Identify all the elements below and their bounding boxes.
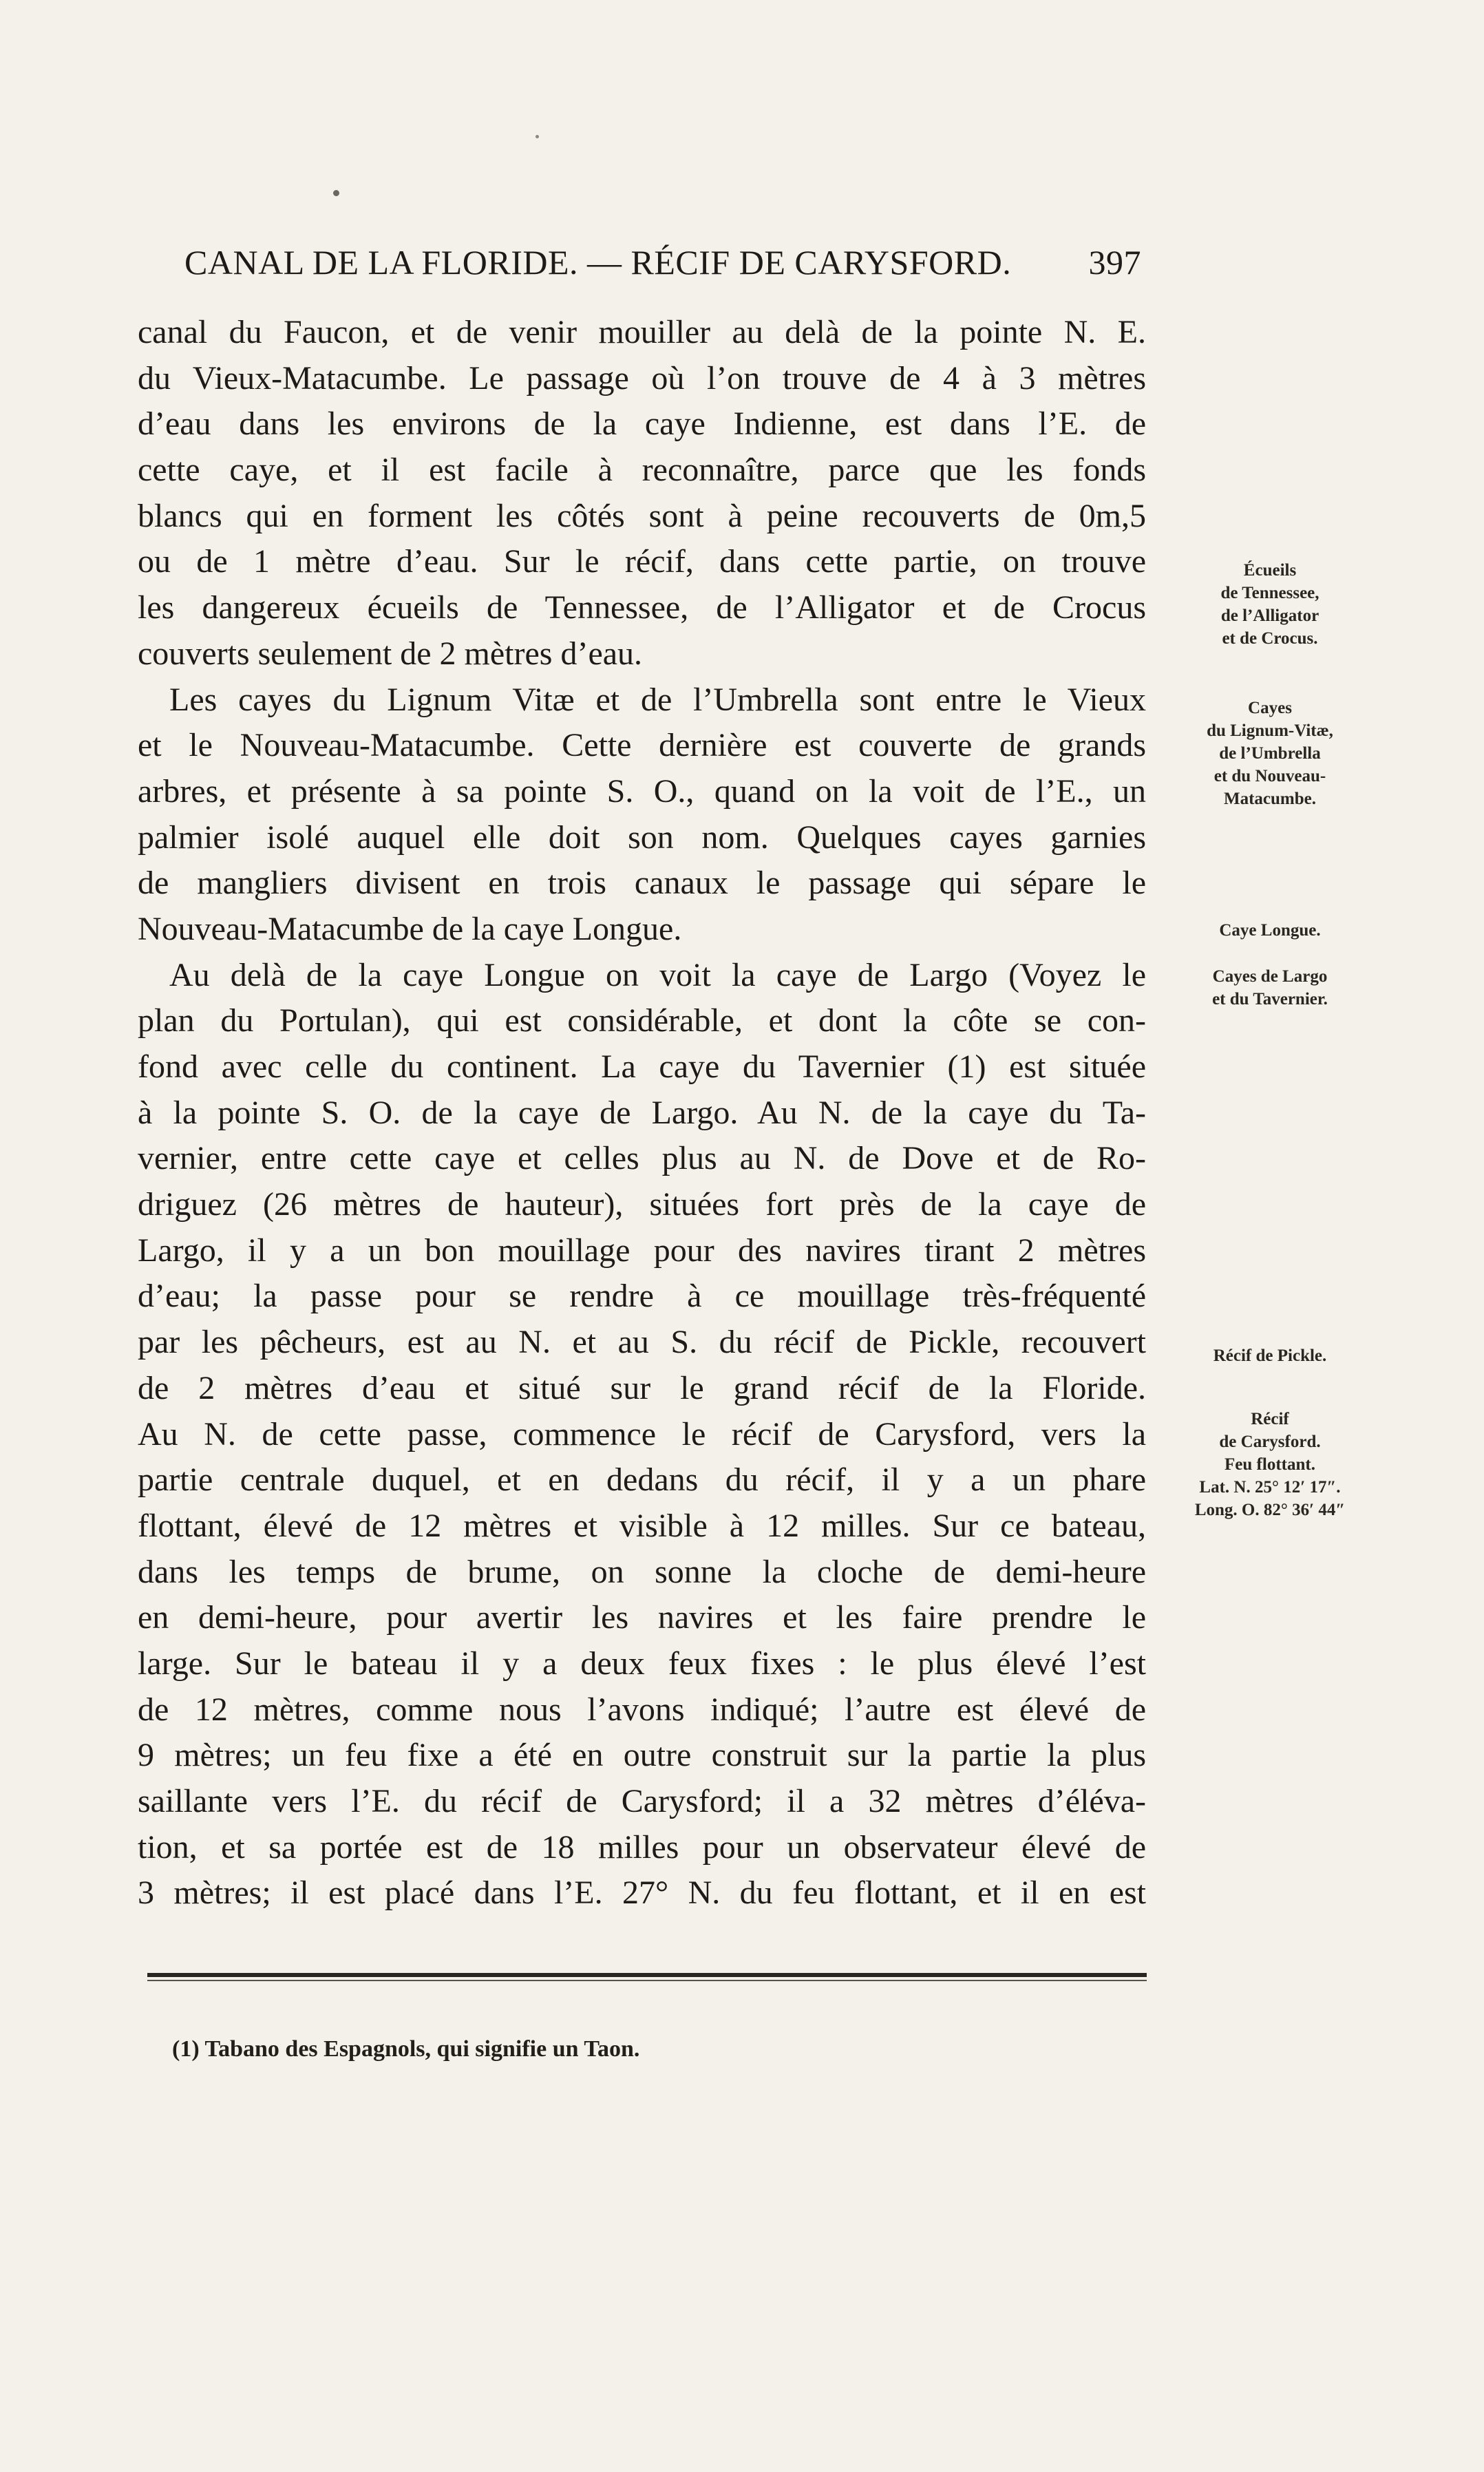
body-line: saillante vers l’E. du récif de Carysford; il a 32 mètres d’éléva- [138, 1783, 1146, 1819]
body-line: Les cayes du Lignum Vitæ et de l’Umbrella sont entre le Vieux [169, 681, 1146, 718]
body-line: couverts seulement de 2 mètres d’eau. [138, 635, 643, 672]
margin-note-line: de l’Alligator [1220, 606, 1319, 625]
body-line: large. Sur le bateau il y a deux feux fixes : le plus élevé l’est [138, 1645, 1146, 1682]
body-line: tion, et sa portée est de 18 milles pour un observateur élevé de [138, 1828, 1146, 1866]
body-text [138, 310, 1146, 1916]
margin-note-line: Cayes [1248, 699, 1292, 717]
body-line: d’eau; la passe pour se rendre à ce mouillage très-fréquenté [138, 1278, 1146, 1315]
body-line: partie centrale duquel, et en dedans du récif, il y a un phare [138, 1461, 1146, 1499]
margin-note [1170, 1408, 1370, 1521]
body-line: vernier, entre cette caye et celles plus au N. de Dove et de Ro- [138, 1140, 1146, 1177]
body-line: 3 mètres; il est placé dans l’E. 27° N. du feu flottant, et il en est [138, 1874, 1146, 1912]
margin-note-line: de Carysford. [1219, 1433, 1321, 1451]
body-line: Largo, il y a un bon mouillage pour des navires tirant 2 mètres [138, 1232, 1146, 1269]
body-line: driguez (26 mètres de hauteur), situées fort près de la caye de [138, 1186, 1146, 1223]
margin-note-line: Récif [1251, 1410, 1289, 1428]
body-line: dans les temps de brume, on sonne la cloche de demi-heure [138, 1553, 1146, 1590]
body-line: de 12 mètres, comme nous l’avons indiqué; l’autre est élevé de [138, 1691, 1146, 1728]
footnote-rule [147, 1973, 1147, 1977]
margin-note-line: et du Tavernier. [1212, 990, 1328, 1008]
body-line: flottant, élevé de 12 mètres et visible à 12 milles. Sur ce bateau, [138, 1507, 1146, 1544]
footnote: (1) Tabano des Espagnols, qui signifie un Taon. [172, 2036, 640, 2062]
body-line: de 2 mètres d’eau et situé sur le grand récif de la Floride. [138, 1369, 1146, 1406]
page-speck [536, 135, 539, 138]
margin-note-line: Feu flottant. [1225, 1455, 1315, 1474]
body-line: arbres, et présente à sa pointe S. O., quand on la voit de l’E., un [138, 772, 1146, 810]
body-line: palmier isolé auquel elle doit son nom. Quelques cayes garnies [138, 818, 1146, 856]
margin-note-line: Récif de Pickle. [1213, 1346, 1327, 1365]
body-line: de mangliers divisent en trois canaux le passage qui sépare le [138, 865, 1146, 902]
body-line: Au N. de cette passe, commence le récif de Carysford, vers la [138, 1415, 1146, 1452]
body-line: du Vieux-Matacumbe. Le passage où l’on trouve de 4 à 3 mètres [138, 359, 1146, 397]
body-line: cette caye, et il est facile à reconnaître, parce que les fonds [138, 452, 1146, 489]
body-line: 9 mètres; un feu fixe a été en outre construit sur la partie la plus [138, 1737, 1146, 1774]
body-line: Au delà de la caye Longue on voit la caye de Largo (Voyez le [169, 956, 1146, 993]
body-line: à la pointe S. O. de la caye de Largo. Au N. de la caye du Ta- [138, 1094, 1146, 1131]
body-line: canal du Faucon, et de venir mouiller au delà de la pointe N. E. [138, 314, 1146, 350]
footnote-rule-thin [147, 1980, 1147, 1981]
body-line: plan du Portulan), qui est considérable, et dont la côte se con- [138, 1002, 1146, 1039]
body-line: Nouveau-Matacumbe de la caye Longue. [138, 910, 682, 947]
margin-note-line: Caye Longue. [1219, 921, 1321, 940]
margin-note-line: de Tennessee, [1220, 584, 1319, 602]
margin-note-line: Écueils [1243, 561, 1297, 580]
margin-note-line: Cayes de Largo [1212, 967, 1328, 986]
body-line: blancs qui en forment les côtés sont à peine recouverts de 0m,5 [138, 497, 1146, 534]
margin-note-line: de l’Umbrella [1219, 744, 1321, 763]
body-line: fond avec celle du continent. La caye du Tavernier (1) est située [138, 1048, 1146, 1085]
margin-note [1170, 697, 1370, 810]
body-line: d’eau dans les environs de la caye Indienne, est dans l’E. de [138, 405, 1146, 443]
margin-note-line: du Lignum-Vitæ, [1207, 721, 1333, 740]
margin-note [1170, 965, 1370, 1011]
margin-note [1170, 1344, 1370, 1367]
body-line: en demi-heure, pour avertir les navires et les faire prendre le [138, 1599, 1146, 1636]
margin-note-line: Lat. N. 25° 12′ 17″. [1199, 1478, 1341, 1497]
running-head [184, 242, 1141, 290]
body-line: et le Nouveau-Matacumbe. Cette dernière est couverte de grands [138, 727, 1146, 764]
body-line: par les pêcheurs, est au N. et au S. du récif de Pickle, recouvert [138, 1324, 1146, 1361]
margin-note [1170, 559, 1370, 650]
running-head-title: CANAL DE LA FLORIDE. — RÉCIF DE CARYSFORD. [184, 243, 1012, 282]
margin-note-line: Long. O. 82° 36′ 44″ [1194, 1501, 1346, 1519]
margin-note [1170, 919, 1370, 942]
body-line: ou de 1 mètre d’eau. Sur le récif, dans cette partie, on trouve [138, 543, 1146, 580]
margin-note-line: Matacumbe. [1224, 790, 1316, 808]
body-line: les dangereux écueils de Tennessee, de l’Alligator et de Crocus [138, 589, 1146, 626]
margin-note-line: et du Nouveau- [1213, 767, 1326, 785]
page-speck [333, 190, 339, 196]
margin-note-line: et de Crocus. [1222, 629, 1318, 648]
margin-notes [1170, 0, 1370, 2472]
page-number: 397 [1088, 243, 1141, 282]
